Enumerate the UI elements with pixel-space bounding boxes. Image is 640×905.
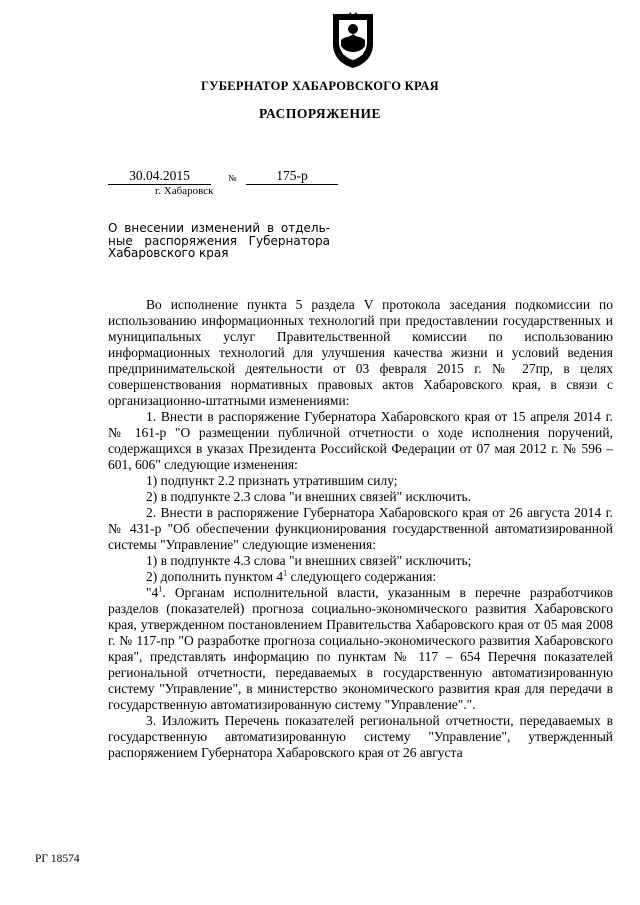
number-sign: № bbox=[228, 173, 237, 183]
text-run: . Органам исполнительной власти, указанным в перечне разработчиков разделов (показателей) прогноза социально-экономического развития Хабаровского края, утвержденном постановлением Правительства Хабаровского края от 05 мая 2008 г. № 117-пр "О разработке прогноза социально-экономического развития Хабаровского края", представлять информацию по пунктам № 117 – 654 Перечня показателей региональной отчетности, передаваемых в государственную автоматизированную систему "Управление", в министерство экономического развития края для передачи в государственную автоматизированную систему "Управление".". bbox=[108, 585, 613, 712]
superscript: 1 bbox=[158, 584, 163, 594]
body-paragraph: 2) в подпункте 2.3 слова "и внешних связей" исключить. bbox=[146, 489, 471, 504]
authority-title: ГУБЕРНАТОР ХАБАРОВСКОГО КРАЯ bbox=[200, 79, 440, 93]
text-run: следующего содержания: bbox=[287, 569, 437, 584]
footer-code: РГ 18574 bbox=[35, 853, 80, 865]
body-paragraph: 1. Внести в распоряжение Губернатора Хабаровского края от 15 апреля 2014 г. № 161-р "О размещении публичной отчетности о ходе исполнения поручений, содержащихся в указах Президента Российской Федерации от 07 мая 2012 г. № 596 – 601, 606" следующие изменения: bbox=[108, 409, 613, 472]
document-body bbox=[108, 297, 613, 761]
document-date: 30.04.2015 bbox=[108, 168, 211, 185]
city: г. Хабаровск bbox=[155, 185, 214, 197]
subject-line: ные распоряжения Губернатора bbox=[108, 233, 330, 248]
body-paragraph: 1) подпункт 2.2 признать утратившим силу; bbox=[146, 473, 398, 488]
subject-line: О внесении изменений в отдель- bbox=[108, 221, 330, 235]
text-run: "4 bbox=[146, 585, 159, 600]
body-paragraph: 2. Внести в распоряжение Губернатора Хабаровского края от 26 августа 2014 г. № 431-р "Об обеспечении функционирования государственной автоматизированной системы "Управление" следующие изменения: bbox=[108, 505, 613, 552]
body-paragraph: 1) в подпункте 4.3 слова "и внешних связей" исключить; bbox=[146, 553, 472, 568]
text-run: 2) дополнить пунктом 4 bbox=[146, 569, 284, 584]
date-number-line bbox=[108, 168, 338, 186]
document-number: 175-р bbox=[246, 168, 338, 185]
subject-line: Хабаровского края bbox=[108, 246, 229, 260]
body-paragraph: 3. Изложить Перечень показателей региональной отчетности, передаваемых в государственную автоматизированную систему "Управление", утвержденный распоряжением Губернатора Хабаровского края от 26 августа bbox=[108, 713, 613, 760]
body-paragraph: Во исполнение пункта 5 раздела V протокола заседания подкомиссии по использованию информационных технологий при предоставлении государственных и муниципальных услуг Правительственной комиссии по использованию информационных технологий для улучшения качества жизни и условий ведения предпринимательской деятельности от 03 февраля 2015 г. № 27пр, в целях совершенствования нормативных правовых актов Хабаровского края, в связи с организационно-штатными изменениями: bbox=[108, 297, 613, 408]
body-paragraph bbox=[108, 585, 613, 713]
superscript: 1 bbox=[283, 568, 288, 578]
document-type: РАСПОРЯЖЕНИЕ bbox=[258, 106, 382, 121]
coat-of-arms-icon bbox=[327, 10, 379, 70]
body-paragraph bbox=[108, 569, 613, 585]
document-subject bbox=[108, 222, 330, 260]
